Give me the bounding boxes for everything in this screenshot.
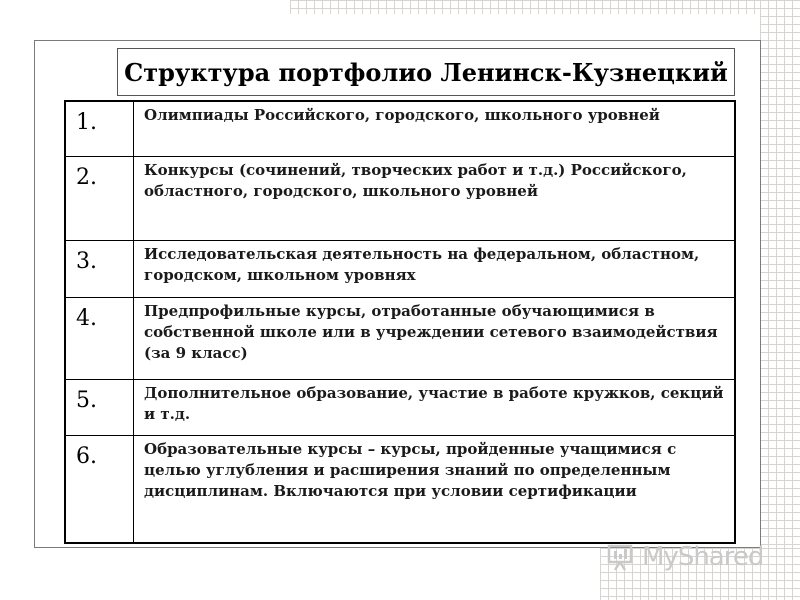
page-title: Структура портфолио Ленинск-Кузнецкий bbox=[124, 57, 728, 87]
row-number: 3. bbox=[66, 241, 134, 297]
row-text: Олимпиады Российского, городского, школьного уровней bbox=[144, 106, 660, 124]
decorative-grid-right bbox=[760, 0, 800, 600]
table-row bbox=[66, 102, 734, 157]
title-box bbox=[117, 48, 735, 96]
row-text: Исследовательская деятельность на федеральном, областном, городском, школьном уровнях bbox=[144, 245, 700, 284]
row-text: Образовательные курсы – курсы, пройденные учащимися с целью углубления и расширения знаний по определенным дисциплинам. Включаются при условии сертификации bbox=[144, 440, 677, 500]
row-number: 6. bbox=[66, 436, 134, 542]
table-row bbox=[66, 298, 734, 380]
portfolio-structure-table bbox=[64, 100, 736, 544]
row-number: 1. bbox=[66, 102, 134, 156]
myshared-watermark bbox=[606, 540, 763, 574]
row-text: Предпрофильные курсы, отработанные обучающимися в собственной школе или в учреждении сетевого взаимодействия (за 9 класс) bbox=[144, 302, 718, 362]
presentation-board-icon bbox=[606, 542, 636, 572]
table-row bbox=[66, 436, 734, 542]
table-row bbox=[66, 380, 734, 436]
row-text: Дополнительное образование, участие в работе кружков, секций и т.д. bbox=[144, 384, 724, 423]
watermark-text: MyShared bbox=[642, 542, 764, 572]
table-row bbox=[66, 241, 734, 298]
decorative-grid-top bbox=[290, 0, 800, 14]
table-row bbox=[66, 157, 734, 241]
row-number: 2. bbox=[66, 157, 134, 240]
row-number: 5. bbox=[66, 380, 134, 435]
row-text: Конкурсы (сочинений, творческих работ и т.д.) Российского, областного, городского, школьного уровней bbox=[144, 161, 687, 200]
row-number: 4. bbox=[66, 298, 134, 379]
